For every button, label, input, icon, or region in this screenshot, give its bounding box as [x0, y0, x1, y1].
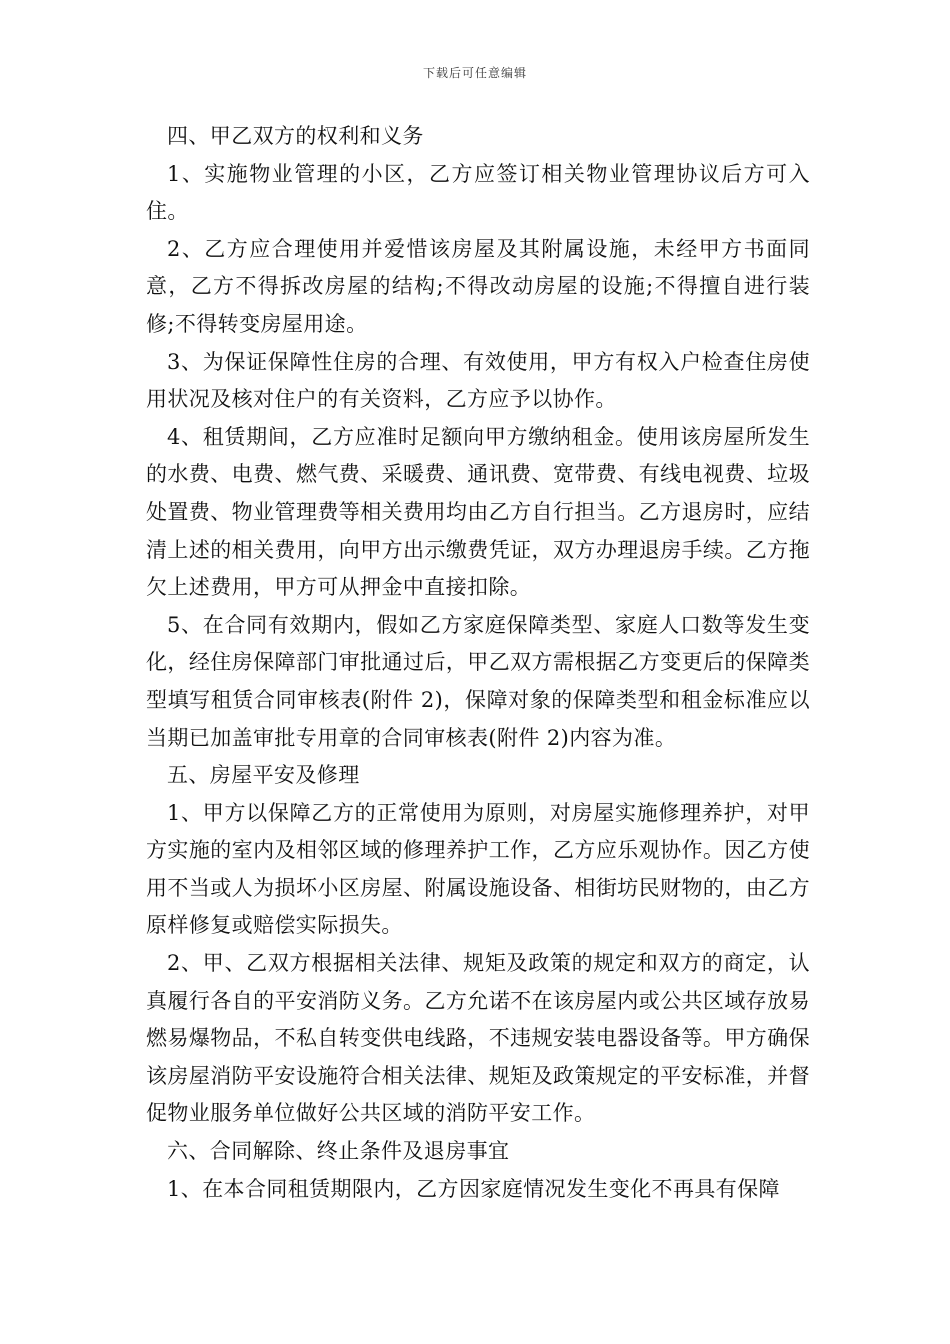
page-header: 下载后可任意编辑	[422, 66, 527, 80]
clause-paragraph: 2、甲、乙双方根据相关法律、规矩及政策的规定和双方的商定，认真履行各自的平安消防义务。乙方允诺不在该房屋内或公共区域存放易燃易爆物品，不私自转变供电线路，不违规安装电器设备等。甲方确保该房屋消防平安设施符合相关法律、规矩及政策规定的平安标准，并督促物业服务单位做好公共区域的消防平安工作。	[146, 951, 810, 1126]
clause-paragraph: 1、在本合同租赁期限内，乙方因家庭情况发生变化不再具有保障	[167, 1176, 780, 1201]
clause-paragraph: 5、在合同有效期内，假如乙方家庭保障类型、家庭人口数等发生变化，经住房保障部门审批通过后，甲乙双方需根据乙方变更后的保障类型填写租赁合同审核表(附件 2)，保障对象的保障类型和租金标准应以当期已加盖审批专用章的合同审核表(附件 2)内容为准。	[146, 612, 810, 750]
section-heading-rights-obligations: 四、甲乙双方的权利和义务	[167, 124, 424, 148]
clause-paragraph: 1、甲方以保障乙方的正常使用为原则，对房屋实施修理养护，对甲方实施的室内及相邻区域的修理养护工作，乙方应乐观协作。因乙方使用不当或人为损坏小区房屋、附属设施设备、相街坊民财物的，由乙方原样修复或赔偿实际损失。	[146, 800, 810, 938]
clause-paragraph: 3、为保证保障性住房的合理、有效使用，甲方有权入户检查住房使用状况及核对住户的有关资料，乙方应予以协作。	[146, 349, 810, 412]
clause-paragraph: 1、实施物业管理的小区，乙方应签订相关物业管理协议后方可入住。	[146, 161, 810, 224]
document-body	[146, 118, 810, 1208]
clause-paragraph: 2、乙方应合理使用并爱惜该房屋及其附属设施，未经甲方书面同意，乙方不得拆改房屋的结构;不得改动房屋的设施;不得擅自进行装修;不得转变房屋用途。	[146, 236, 810, 336]
section-heading-safety-repair: 五、房屋平安及修理	[167, 763, 360, 788]
section-heading-termination: 六、合同解除、终止条件及退房事宜	[167, 1139, 510, 1164]
clause-paragraph: 4、租赁期间，乙方应准时足额向甲方缴纳租金。使用该房屋所发生的水费、电费、燃气费、采暖费、通讯费、宽带费、有线电视费、垃圾处置费、物业管理费等相关费用均由乙方自行担当。乙方退房时，应结清上述的相关费用，向甲方出示缴费凭证，双方办理退房手续。乙方拖欠上述费用，甲方可从押金中直接扣除。	[146, 424, 810, 600]
